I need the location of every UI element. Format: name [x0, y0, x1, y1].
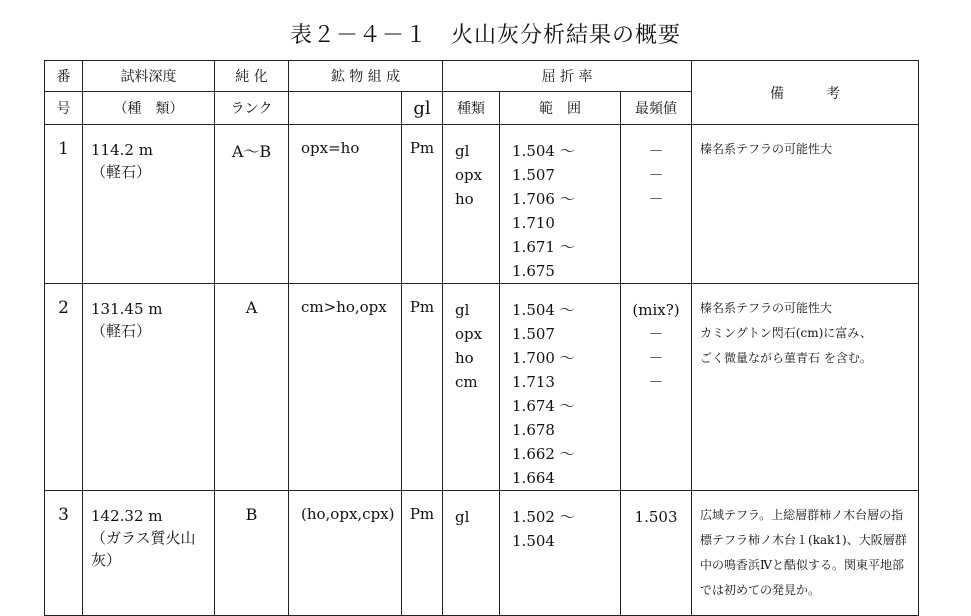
remark-line: 榛名系テフラの可能性大: [700, 142, 833, 156]
mode-item: －: [648, 325, 664, 343]
analysis-table: [44, 60, 919, 616]
header-remarks: 備 考: [692, 61, 919, 125]
sample-type: （軽石）: [91, 163, 152, 181]
remark-line: 中の鳴香浜Ⅳと酷似する。関東平地部: [700, 558, 905, 572]
kind-item: opx: [455, 166, 483, 184]
header-mode: 最頻値: [621, 92, 692, 125]
range-item: 1.671 ～ 1.675: [512, 238, 575, 280]
sample-depth: 142.32 m: [91, 507, 163, 525]
remark-line: 広域テフラ。上総層群柿ノ木台層の指: [700, 508, 904, 522]
sample-type: （ガラス質火山灰）: [91, 529, 196, 569]
remark-line: 標テフラ柿ノ木台１(kak1)、大阪層群: [700, 533, 907, 547]
row-number: 1: [45, 125, 83, 284]
kind-item: gl: [455, 301, 470, 319]
row-number: 2: [45, 284, 83, 491]
mode-item: －: [648, 142, 664, 160]
mode-item: －: [648, 166, 664, 184]
header-kind: 種類: [443, 92, 500, 125]
range-item: 1.502 ～ 1.504: [512, 508, 575, 550]
header-mineral-blank: [289, 92, 402, 125]
table-title: 表２－４－１ 火山灰分析結果の概要: [289, 23, 681, 48]
kind-item: ho: [455, 190, 474, 208]
table-row: [45, 284, 919, 491]
mode-item: －: [648, 349, 664, 367]
mineral-composition: (ho,opx,cpx): [289, 491, 402, 616]
remark-line: 榛名系テフラの可能性大: [700, 301, 833, 315]
purity-rank: A～B: [215, 125, 289, 284]
kind-item: gl: [455, 142, 470, 160]
gl-value: Pm: [402, 491, 443, 616]
row-number: 3: [45, 491, 83, 616]
range-item: 1.504 ～ 1.507: [512, 301, 575, 343]
header-purity-bottom: ランク: [215, 92, 289, 125]
sample-type: （軽石）: [91, 322, 152, 340]
header-gl: gl: [402, 92, 443, 125]
range-item: 1.706 ～ 1.710: [512, 190, 575, 232]
range-item: 1.504 ～ 1.507: [512, 142, 575, 184]
remark-line: では初めての発見か。: [700, 583, 821, 597]
range-item: 1.662 ～ 1.664: [512, 445, 575, 487]
sample-depth: 114.2 m: [91, 141, 153, 159]
mode-item: －: [648, 190, 664, 208]
header-sample-bottom: （種 類）: [83, 92, 215, 125]
gl-value: Pm: [402, 125, 443, 284]
header-range: 範 囲: [500, 92, 621, 125]
table-row: [45, 491, 919, 616]
header-no-top: 番: [45, 61, 83, 92]
header-refraction: 屈 折 率: [443, 61, 692, 92]
mode-item: －: [648, 373, 664, 391]
header-no-bottom: 号: [45, 92, 83, 125]
remark-line: ごく微量ながら菫青石 を含む。: [700, 351, 872, 365]
kind-item: opx: [455, 325, 483, 343]
remark-line: カミングトン閃石(cm)に富み、: [700, 326, 872, 340]
table-row: [45, 125, 919, 284]
kind-item: cm: [455, 373, 478, 391]
header-mineral: 鉱 物 組 成: [289, 61, 443, 92]
purity-rank: A: [215, 284, 289, 491]
purity-rank: B: [215, 491, 289, 616]
gl-value: Pm: [402, 284, 443, 491]
mineral-composition: cm>ho,opx: [289, 284, 402, 491]
mode-item: 1.503: [634, 508, 678, 526]
kind-item: ho: [455, 349, 474, 367]
range-item: 1.674 ～ 1.678: [512, 397, 575, 439]
kind-item: gl: [455, 508, 470, 526]
range-item: 1.700 ～ 1.713: [512, 349, 575, 391]
header-sample-top: 試料深度: [83, 61, 215, 92]
header-purity-top: 純 化: [215, 61, 289, 92]
sample-depth: 131.45 m: [91, 300, 163, 318]
mineral-composition: opx=ho: [289, 125, 402, 284]
mode-item: (mix?): [632, 301, 680, 319]
